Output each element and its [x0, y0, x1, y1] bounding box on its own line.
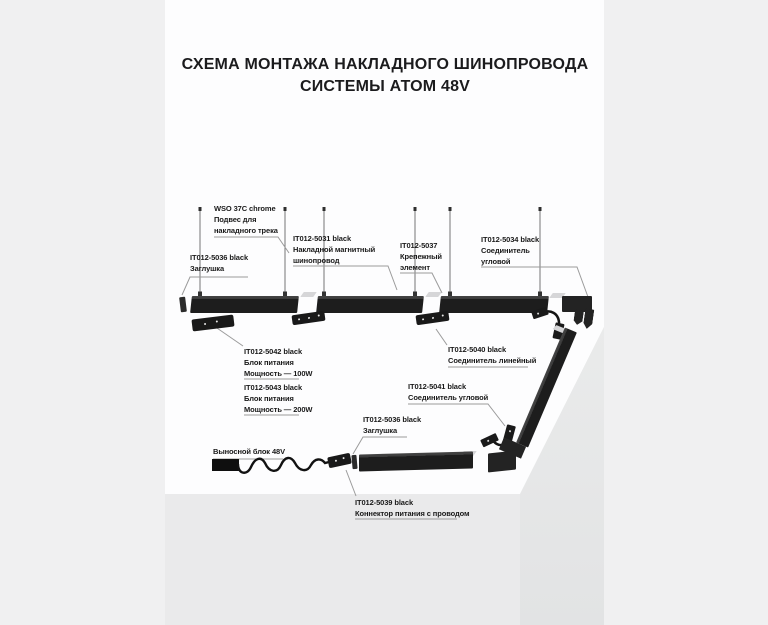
label-linear-code: IT012-5040 black [448, 345, 507, 354]
label-psu100-code: IT012-5042 black [244, 347, 303, 356]
label-psu200-code: IT012-5043 black [244, 383, 303, 392]
label-mount-code: IT012-5037 [400, 241, 438, 250]
page-title [165, 54, 605, 98]
label-track-code: IT012-5031 black [293, 234, 352, 243]
title-line-1: СХЕМА МОНТАЖА НАКЛАДНОГО ШИНОПРОВОДА [181, 56, 589, 73]
track-segment-1 [190, 296, 299, 313]
track-segment-2 [316, 296, 424, 313]
label-endcap-top-code: IT012-5036 black [190, 253, 249, 262]
label-mount: IT012-5037 Крепежный элемент [400, 241, 442, 272]
label-feed-connector: IT012-5039 black Коннектор питания с проводом [355, 498, 470, 518]
label-corner-top-code: IT012-5034 black [481, 235, 540, 244]
title-line-2: СИСТЕМЫ АТОМ 48V [299, 78, 471, 95]
label-linear-connector: IT012-5040 black Соединитель линейный [448, 345, 537, 365]
label-endcap-bottom-code: IT012-5036 black [363, 415, 422, 424]
annotation-leader-lines [182, 237, 588, 519]
label-suspension: WSO 37C chrome Подвес для накладного трека [214, 204, 278, 235]
label-suspension-code: WSO 37C chrome [214, 204, 276, 213]
corner-element-bottom [488, 432, 522, 474]
remote-driver-box [212, 459, 239, 471]
label-corner-bottom-code: IT012-5041 black [408, 382, 467, 391]
label-track: IT012-5031 black Накладной магнитный шинопровод [293, 234, 376, 265]
label-feed-code: IT012-5039 black [355, 498, 414, 507]
label-endcap-bottom: IT012-5036 black Заглушка [363, 415, 422, 435]
label-remote-driver: Выносной блок 48V [213, 447, 285, 456]
label-psu-100w: IT012-5042 black Блок питания Мощность — 100W [244, 347, 313, 378]
label-endcap-top: IT012-5036 black Заглушка [190, 253, 249, 273]
label-corner-top: IT012-5034 black Соединитель угловой [481, 235, 540, 266]
track-segment-bottom [359, 452, 473, 472]
label-corner-bottom: IT012-5041 black Соединитель угловой [408, 382, 489, 402]
label-psu-200w: IT012-5043 black Блок питания Мощность — 200W [244, 383, 313, 414]
